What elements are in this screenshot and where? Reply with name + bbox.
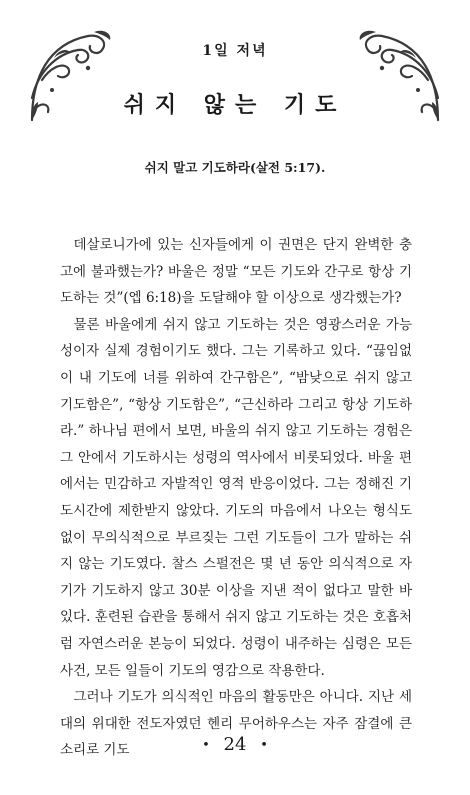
page-number: 24 <box>223 734 247 755</box>
paragraph-1: 데살로니가에 있는 신자들에게 이 권면은 단지 완벽한 충고에 불과했는가? 바울은 정말 “모든 기도와 간구로 항상 기도하는 것”(엡 6:18)을 도달해야 할 이상으로 생각했는가? <box>60 237 412 307</box>
page-footer <box>0 734 470 755</box>
paragraph-2: 물론 바울에게 쉬지 않고 기도하는 것은 영광스러운 가능성이자 실제 경험이기도 했다. 그는 기록하고 있다. “끊임없이 내 기도에 너를 위하여 간구함은”, “밤낮으로 쉬지 않고 기도함은”, “항상 기도함은”, “근신하라 그리고 항상 기도하라.” 하나님 편에서 보면, 바울의 쉬지 않고 기도하는 경험은 그 안에서 기도하시는 성령의 역사에서 비롯되었다. 바울 편에서는 민감하고 자발적인 영적 반응이었다. 그는 정해진 기도시간에 제한받지 않았다. 기도의 마음에서 나오는 형식도 없이 무의식적으로 부르짖는 그런 기도들이 그가 말하는 쉬지 않는 기도였다. 찰스 스펄전은 몇 년 동안 의식적으로 자기가 기도하지 않고 30분 이상을 지낸 적이 없다고 말한 바 있다. 훈련된 습관을 통해서 쉬지 않고 기도하는 것은 호흡처럼 자연스러운 본능이 되었다. 성령이 내주하는 심령은 모든 사건, 모든 일들이 기도의 영감으로 작용한다. <box>60 316 412 679</box>
body-text <box>60 232 412 764</box>
page-title: 쉬지 않는 기도 <box>123 92 347 118</box>
day-label: 1일 저녁 <box>202 43 268 59</box>
footer-dot-right-icon: • <box>260 737 268 753</box>
scripture-verse: 쉬지 말고 기도하라(살전 5:17). <box>144 160 326 175</box>
paragraph-3: 그러나 기도가 의식적인 마음의 활동만은 아니다. 지난 세대의 위대한 전도자였던 헨리 무어하우스는 자주 잠결에 큰 소리로 기도 <box>60 689 412 759</box>
footer-dot-left-icon: • <box>202 737 210 753</box>
